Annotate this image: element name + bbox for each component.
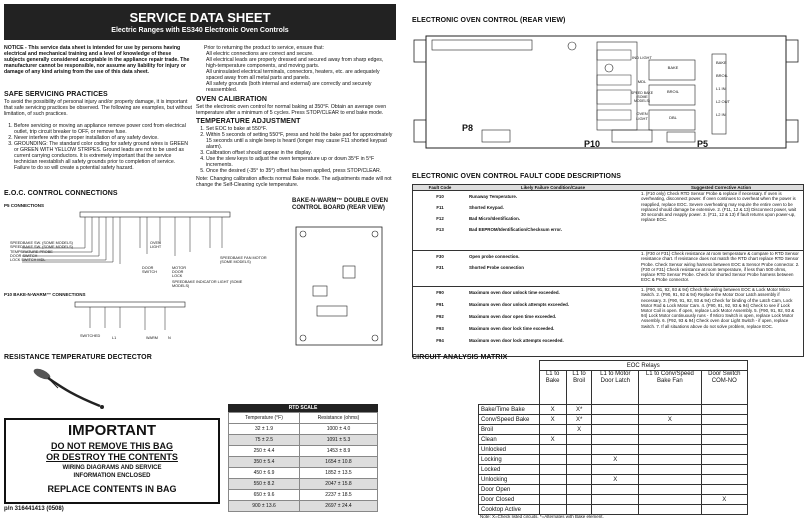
rtd-cell: 650 ± 9.6 [229,490,300,501]
right-terminal-labels [716,56,730,121]
fault-header: Fault Code [413,185,468,191]
safe-bullet: All electric connections are correct and secure. [206,51,314,57]
rear-p8-label: P8 [462,123,474,133]
eoc-rear-view-board [412,30,802,155]
matrix-cell [539,485,566,495]
matrix-row-label: Bake/Time Bake [479,405,540,415]
calibration-steps [196,126,396,174]
rtd-cell: 2697 ± 24.4 [299,501,377,512]
matrix-cell [539,475,566,485]
safe-bullet: All electrical leads are properly dressed and secured away from sharp edges, high-temperature components, and moving parts. [206,57,384,69]
safe-item-4 [196,45,396,93]
label-temp-probe: TEMPERATURE PROBE [10,249,53,254]
notice-text: This service data sheet is intended for use by persons having electrical and mechanical training and a level of knowledge of these subjects generally considered acceptable in the appliance repair trade. The manufacturer cannot be responsible, nor assume any liability for injury or damage of any kind arising from the use of this data sheet. [4,45,190,75]
matrix-row-label: Locking [479,455,540,465]
calibration-step: 5. Once the desired (-35° to 35°) offset has been applied, press STOP/CLEAR. [206,168,396,174]
matrix-cell: X [701,495,747,505]
matrix-cell [566,445,592,455]
matrix-col-header: L1 to Conv/Speed Bake Fan [639,371,701,405]
fault-code: F30 [436,254,444,260]
fault-code: F12 [436,216,444,222]
circuit-matrix [478,360,748,515]
table-row [479,405,748,415]
p5-label: P5 CONNECTIONS [4,203,45,208]
matrix-cell [566,465,592,475]
table-row [479,505,748,515]
calibration-step: 4. Use the slew keys to adjust the oven temperature up or down 35°F in 5°F increments. [206,156,396,168]
matrix-col-header: L1 to Broil [566,371,592,405]
matrix-cell [592,415,639,425]
relay-oven-light: OVEN LIGHT [636,111,648,121]
matrix-cell [592,435,639,445]
matrix-cell: X [539,405,566,415]
table-row [479,475,748,485]
relay-ind-light: IND LIGHT [632,55,652,60]
fault-code: F13 [436,227,444,233]
fault-cause: Open probe connection. [469,254,520,260]
matrix-cell [566,485,592,495]
table-row [229,457,378,468]
safe-item-4-label: Prior to returning the product to service, ensure that: [204,45,324,51]
table-row [229,468,378,479]
matrix-cell [701,415,747,425]
label-motor-lock: MOTOR DOOR LOCK [172,266,187,278]
table-row [229,490,378,501]
matrix-group-row [479,361,748,371]
rtd-cell: 450 ± 6.9 [229,468,300,479]
fault-code: F94 [436,338,444,344]
fault-causes [467,191,639,251]
label-lock-switch: LOCK SWITCH MDL [10,258,46,263]
matrix-cell [639,465,701,475]
fault-cause: Maximum oven door lock time exceeded. [469,326,555,332]
rear-p5-label: P5 [697,139,709,149]
matrix-cell [592,405,639,415]
matrix-cell [539,445,566,455]
matrix-row-label: Conv/Speed Bake [479,415,540,425]
table-row [479,435,748,445]
matrix-cell [566,475,592,485]
matrix-note: Note: X=Check listed circuits. *=Alternates with Bake element. [480,514,604,519]
eoc-heading: E.O.C. CONTROL CONNECTIONS [4,190,118,197]
fault-header: Suggested Corrective Action [639,185,804,191]
matrix-cell [566,435,592,445]
rtd-cell: 75 ± 2.5 [229,435,300,446]
matrix-cell [592,465,639,475]
table-row [479,425,748,435]
matrix-cell [539,455,566,465]
matrix-heading: CIRCUIT ANALYSIS MATRIX [412,354,508,361]
matrix-cell [539,495,566,505]
matrix-cell [639,495,701,505]
label-speedbake-sw: SPEEDBAKE SW. (SOME MODELS) [10,241,73,245]
matrix-cell [592,505,639,515]
matrix-row-label: Broil [479,425,540,435]
label-l1: L1 [112,336,117,340]
matrix-cell: X [592,455,639,465]
matrix-cell: X* [566,415,592,425]
fault-cause: Maximum oven door unlock time exceeded. [469,290,560,296]
label-speedbake-sw-2: SPEEDBAKE SW. (SOME MODELS) [10,245,73,250]
table-row [479,445,748,455]
page-subtitle: Electric Ranges with ES340 Electronic Oven Controls [111,27,289,34]
matrix-group-label: EOC Relays [539,361,748,371]
matrix-row-label: Door Open [479,485,540,495]
important-line-5: REPLACE CONTENTS IN BAG [47,484,177,494]
fault-code: F10 [436,194,444,200]
part-number: p/n 316441413 (0508) [4,506,64,512]
matrix-cell: X [639,415,701,425]
rtd-detector-heading: RESISTANCE TEMPERATURE DECTECTOR [4,354,152,361]
temp-adjust-heading: TEMPERATURE ADJUSTMENT [196,118,301,125]
matrix-cell [701,475,747,485]
safe-item: 2. Never interfere with the proper installation of any safety device. [14,135,192,141]
fault-header: Likely Failure Condition/Cause [467,185,639,191]
calibration-intro: Set the electronic oven control for normal baking at 350°F. Obtain an average oven temperature after a minimum of 5 cycles. Press STOP/CLEAR to end bake mode. [196,104,387,116]
terminal-label: BROIL [716,73,729,78]
calibration-step: 3. Calibration offset should appear in the display. [206,150,396,156]
matrix-cell: X [566,425,592,435]
matrix-corner [479,361,540,371]
matrix-cell [566,505,592,515]
rtd-cell: 1852 ± 13.5 [299,468,377,479]
matrix-row-label: Unlocked [479,445,540,455]
rtd-cell: 1453 ± 8.9 [299,446,377,457]
matrix-cell [592,445,639,455]
fault-cause: Maximum oven door open time exceeded. [469,314,557,320]
fault-codes [413,191,468,251]
matrix-cell [701,465,747,475]
important-line-1: DO NOT REMOVE THIS BAG [50,441,173,451]
fault-codes [413,287,468,357]
fault-action: 1. (F90, 91, 92, 93 & 94) Check the wiring between EOC & Lock Motor Micro Switch. 2. (F90, 91, 92 & 94) Replace the Motor Door Latch assembly if necessary. 3. (F90, 91, 92, 93 & 94) Check for binding of the Latch Cam, Lock Motor Rod & Lock Motor Cam. 4. (F90, 91, 92, 93 & 94) Check to see if Lock Motor Coil is open. If open, replace Lock Motor Assembly. 5. (F90, 91, 92, 93 & 94) Lock Motor continuously runs - If Micro Switch is open, replace Lock Motor Assembly. 6. (F92, 93 & 94) Check oven door Light Switch - if open, replace Switch. 7. If all situations above do not solve problem, replace EOC. [639,287,804,357]
label-switched: SWITCHED [80,334,101,338]
fault-code: F93 [436,326,444,332]
notice [4,45,192,75]
matrix-cell [566,495,592,505]
rtd-header: Resistance (ohms) [299,413,377,424]
matrix-cell [539,425,566,435]
rear-view-heading: ELECTRONIC OVEN CONTROL (REAR VIEW) [412,17,566,24]
fault-cause: Runaway Temperature. [469,194,517,200]
fault-cause: Maximum oven door unlock attempts exceeded. [469,302,570,308]
table-row [413,191,804,251]
matrix-cell [592,485,639,495]
safe-intro: To avoid the possibility of personal injury and/or property damage, it is important that safe servicing practices be observed. The following are examples, but without limitation, of such practices. [4,99,192,117]
relay-speed-bake: SPEED BAKE (SOME MODELS) [630,91,654,103]
label-fan-motor: SPEEDBAKE FAN MOTOR (SOME MODELS) [220,256,267,264]
matrix-col-header: L1 to Bake [539,371,566,405]
matrix-col-header: Door Switch COM-NO [701,371,747,405]
matrix-cell [639,405,701,415]
matrix-cell [701,435,747,445]
matrix-cell [639,475,701,485]
safe-list [4,123,192,171]
terminal-label: BAKE [716,60,727,65]
fault-cause: Shorted Keypad. [469,205,504,211]
rtd-cell: 350 ± 5.4 [229,457,300,468]
matrix-cell [539,465,566,475]
rtd-cell: 1091 ± 5.3 [299,435,377,446]
rtd-header-row [229,413,378,424]
fault-heading: ELECTRONIC OVEN CONTROL FAULT CODE DESCRIPTIONS [412,173,622,180]
safe-item: 1. Before servicing or moving an appliance remove power cord from electrical outlet, trip circuit breaker to OFF, or remove fuse. [14,123,192,135]
table-row [229,479,378,490]
fault-table [412,184,804,357]
rtd-cell: 250 ± 4.4 [229,446,300,457]
matrix-cell [566,455,592,465]
rtd-cell: 32 ± 1.9 [229,424,300,435]
fault-codes [413,251,468,287]
fault-code: F31 [436,265,444,271]
matrix-cell [639,505,701,515]
matrix-cell [639,425,701,435]
matrix-cell [701,485,747,495]
matrix-header-row [479,371,748,405]
rtd-header: Temperature (°F) [229,413,300,424]
matrix-cell [701,425,747,435]
p5-labels [10,241,73,262]
matrix-row-label: Door Closed [479,495,540,505]
matrix-cell [592,425,639,435]
rear-p10-label: P10 [584,139,601,149]
matrix-cell [701,405,747,415]
matrix-corner [479,371,540,405]
table-row [229,446,378,457]
relay-broil: BROIL [666,89,679,94]
calibration-note: Note: Changing calibration affects normal Bake mode. The adjustments made will not change the Self-Cleaning cycle temperature. [196,176,392,188]
rtd-cell: 1000 ± 4.0 [299,424,377,435]
bnw-heading: BAKE-N-WARM™ DOUBLE OVEN CONTROL BOARD (REAR VIEW) [292,198,388,211]
safe-bullet: All safety grounds (both internal and external) are correctly and securely reassembled. [206,81,372,93]
table-row [413,287,804,357]
fault-cause: Shorted Probe connection [469,265,524,271]
rtd-cell: 2237 ± 18.5 [299,490,377,501]
rtd-cell: 1654 ± 10.8 [299,457,377,468]
matrix-row-label: Cooktop Active [479,505,540,515]
rtd-scale-title: RTD SCALE [228,404,378,412]
matrix-cell [639,435,701,445]
fault-code: F11 [436,205,444,211]
table-row [413,251,804,287]
table-row [479,495,748,505]
table-row [229,501,378,512]
calibration-heading: OVEN CALIBRATION [196,96,268,103]
matrix-cell: X [592,475,639,485]
label-door-switch-2: DOOR SWITCH [142,266,157,274]
relay-mdl: MDL [637,79,647,84]
important-line-3: WIRING DIAGRAMS AND SERVICE [62,465,162,471]
table-row [229,424,378,435]
fault-cause: Bad Micro/Identification. [469,216,520,222]
label-n: N [168,336,171,340]
fault-causes [467,287,639,357]
calibration-step: 2. Within 5 seconds of setting 550°F, press and hold the bake pad for approximately 15 seconds until a single beep is heard (longer may cause F11 shorted keypad alarm). [206,132,396,150]
terminal-label: L2 IN [716,112,726,117]
safe-item: 3. GROUNDING: The standard color coding for safety ground wires is GREEN or GREEN WITH YELLOW STRIPES. Ground leads are not to be used as current carrying conductors. It is extremely important that the service technician reestablish all safety grounds prior to completion of service. Failure to do so will create a potential safety hazard. [14,141,192,171]
relay-bake: BAKE [667,65,679,70]
matrix-row-label: Unlocking [479,475,540,485]
table-row [479,415,748,425]
terminal-label: L1 IN [716,86,726,91]
label-oven-light: OVEN LIGHT [150,241,162,249]
fault-code: F90 [436,290,444,296]
table-row [479,485,748,495]
terminal-label: L2 OUT [716,99,731,104]
rtd-scale-table [228,412,378,512]
fault-cause: Maximum oven door lock attempts exceeded. [469,338,564,344]
label-indicator: SPEEDBAKE INDICATOR LIGHT (SOME MODELS) [172,280,243,288]
label-door-switch: DOOR SWITCH [10,253,38,258]
matrix-cell [592,495,639,505]
matrix-cell [639,485,701,495]
matrix-cell [701,455,747,465]
matrix-cell: X [539,435,566,445]
rtd-cell: 550 ± 8.2 [229,479,300,490]
table-row [229,435,378,446]
calibration-step: 1. Set EOC to bake at 550°F. [206,126,396,132]
matrix-cell [701,505,747,515]
label-warm: WARM [146,336,158,340]
matrix-row-label: Clean [479,435,540,445]
table-row [479,455,748,465]
table-row [479,465,748,475]
important-line-2: OR DESTROY THE CONTENTS [46,452,178,462]
rtd-cell: 2047 ± 15.8 [299,479,377,490]
fault-action: 1. (F10 only) Check RTD Sensor Probe & replace if necessary. If oven is overheating, disconnect power. If oven continues to overheat when the power is reapplied, replace EOC. Severe overheating may require the entire oven to be replaced should damage be extensive. 2. (F11, 12 & 13) Disconnect power, wait 30 seconds and reapply power. 3. (F11, 12 & 13) If fault returns upon power-up, replace EOC. [641,191,797,223]
matrix-col-header: L1 to Motor Door Latch [592,371,639,405]
fault-cause: Bad EEPROM/Identification/Checksum error. [469,227,562,233]
matrix-row-label: Locked [479,465,540,475]
fault-code: F92 [436,314,444,320]
fault-action: 1. (F30 or F31) Check resistance at room temperature & compare to RTD Sensor resistance chart. If resistance does not match the RTD chart replace RTD Sensor Probe. Check Sensor wiring harness between EOC & Sensor Probe connector. 2. (F30 or F31) Check resistance at room temperature, if less than 500 ohms, replace RTD Sensor Probe. Check for shorted Sensor Probe harness between EOC & Probe connector. [639,251,804,287]
important-line-4: INFORMATION ENCLOSED [73,473,151,479]
page-title: SERVICE DATA SHEET [129,10,271,25]
matrix-cell: X [539,415,566,425]
rtd-cell: 900 ± 13.6 [229,501,300,512]
important-title: IMPORTANT [67,422,157,439]
bnw-board [295,226,383,346]
p10-label: P10 BAKE-N-WARM™ CONNECTIONS [4,292,86,297]
safe-bullet: All uninsulated electrical terminals, connectors, heaters, etc. are adequately spaced away from all metal parts and panels. [206,69,380,81]
matrix-cell [539,505,566,515]
matrix-cell [639,445,701,455]
fault-causes [467,251,639,287]
notice-label: NOTICE - [4,45,27,51]
fault-code: F91 [436,302,444,308]
matrix-cell [701,445,747,455]
relay-dbl: DBL [669,115,677,120]
matrix-cell [639,455,701,465]
matrix-cell: X* [566,405,592,415]
safe-heading: SAFE SERVICING PRACTICES [4,91,108,98]
rtd-probe-drawing [30,366,110,412]
